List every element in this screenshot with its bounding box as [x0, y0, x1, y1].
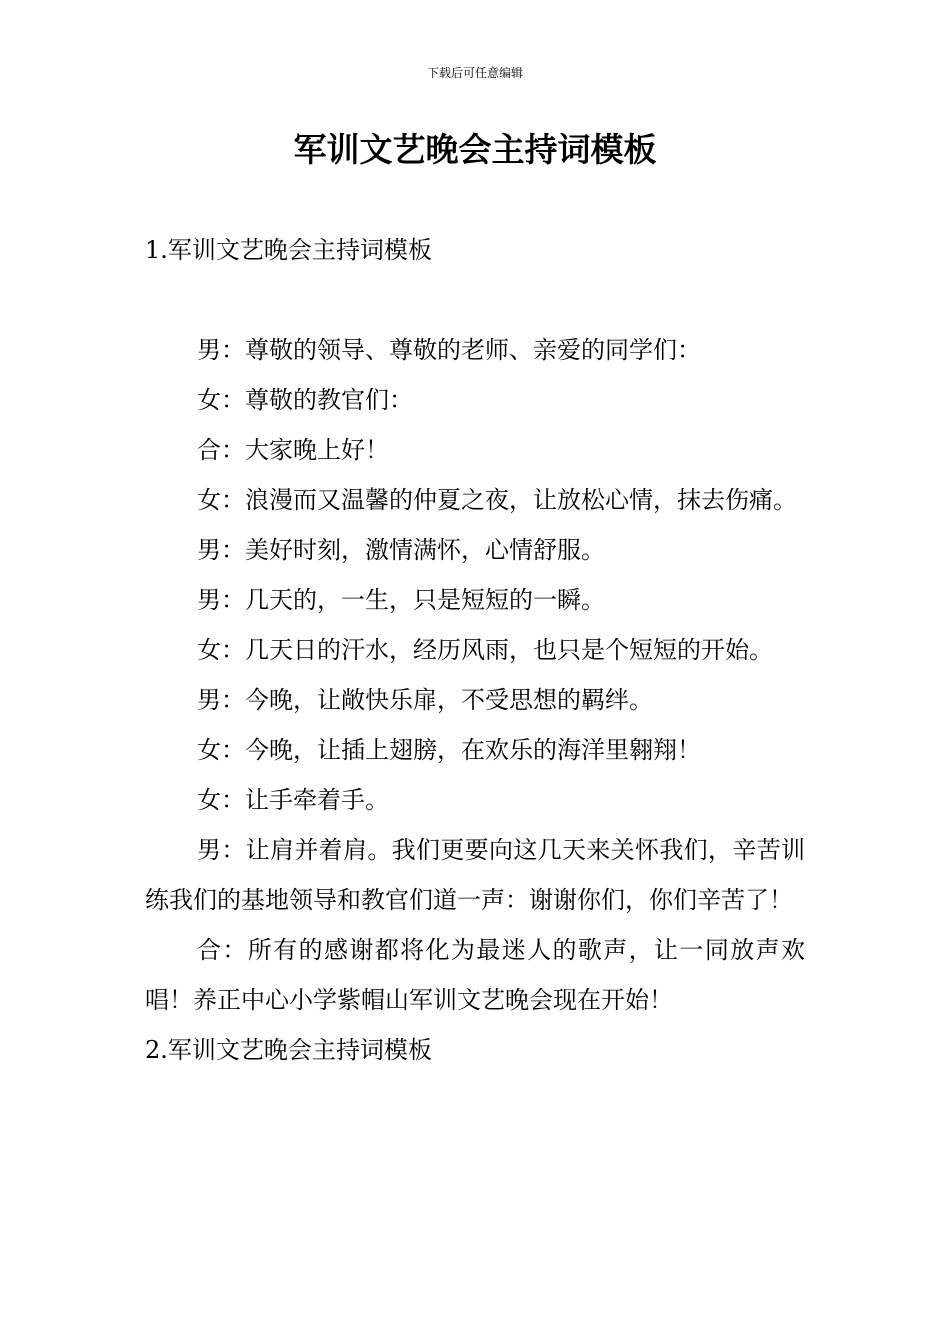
dialogue-line: 合：大家晚上好！	[197, 436, 389, 464]
document-title: 军训文艺晚会主持词模板	[293, 130, 657, 169]
dialogue-line: 男：尊敬的领导、尊敬的老师、亲爱的同学们：	[197, 336, 701, 364]
dialogue-line: 男：让肩并着肩。我们更要向这几天来关怀我们，辛苦训练我们的基地领导和教官们道一声：谢谢你们，你们辛苦了！	[145, 836, 805, 914]
section-spacer	[145, 275, 805, 325]
dialogue-line: 女：让手牵着手。	[197, 786, 389, 814]
section-heading-2: 2.军训文艺晚会主持词模板	[145, 1036, 432, 1064]
document-body	[145, 225, 805, 1075]
dialogue-list	[145, 325, 805, 1025]
dialogue-line: 合：所有的感谢都将化为最迷人的歌声，让一同放声欢唱！养正中心小学紫帽山军训文艺晚会现在开始！	[145, 936, 805, 1014]
dialogue-line: 女：几天日的汗水，经历风雨，也只是个短短的开始。	[197, 636, 773, 664]
header-note: 下载后可任意编辑	[426, 66, 523, 80]
dialogue-line: 男：美好时刻，激情满怀，心情舒服。	[197, 536, 605, 564]
dialogue-line: 男：几天的，一生，只是短短的一瞬。	[197, 586, 605, 614]
section-heading-1: 1.军训文艺晚会主持词模板	[145, 236, 432, 264]
dialogue-line: 女：尊敬的教官们：	[197, 386, 413, 414]
dialogue-line: 男：今晚，让敞快乐扉，不受思想的羁绊。	[197, 686, 653, 714]
dialogue-line: 女：今晚，让插上翅膀，在欢乐的海洋里翱翔！	[197, 736, 701, 764]
dialogue-line: 女：浪漫而又温馨的仲夏之夜，让放松心情，抹去伤痛。	[197, 486, 797, 514]
